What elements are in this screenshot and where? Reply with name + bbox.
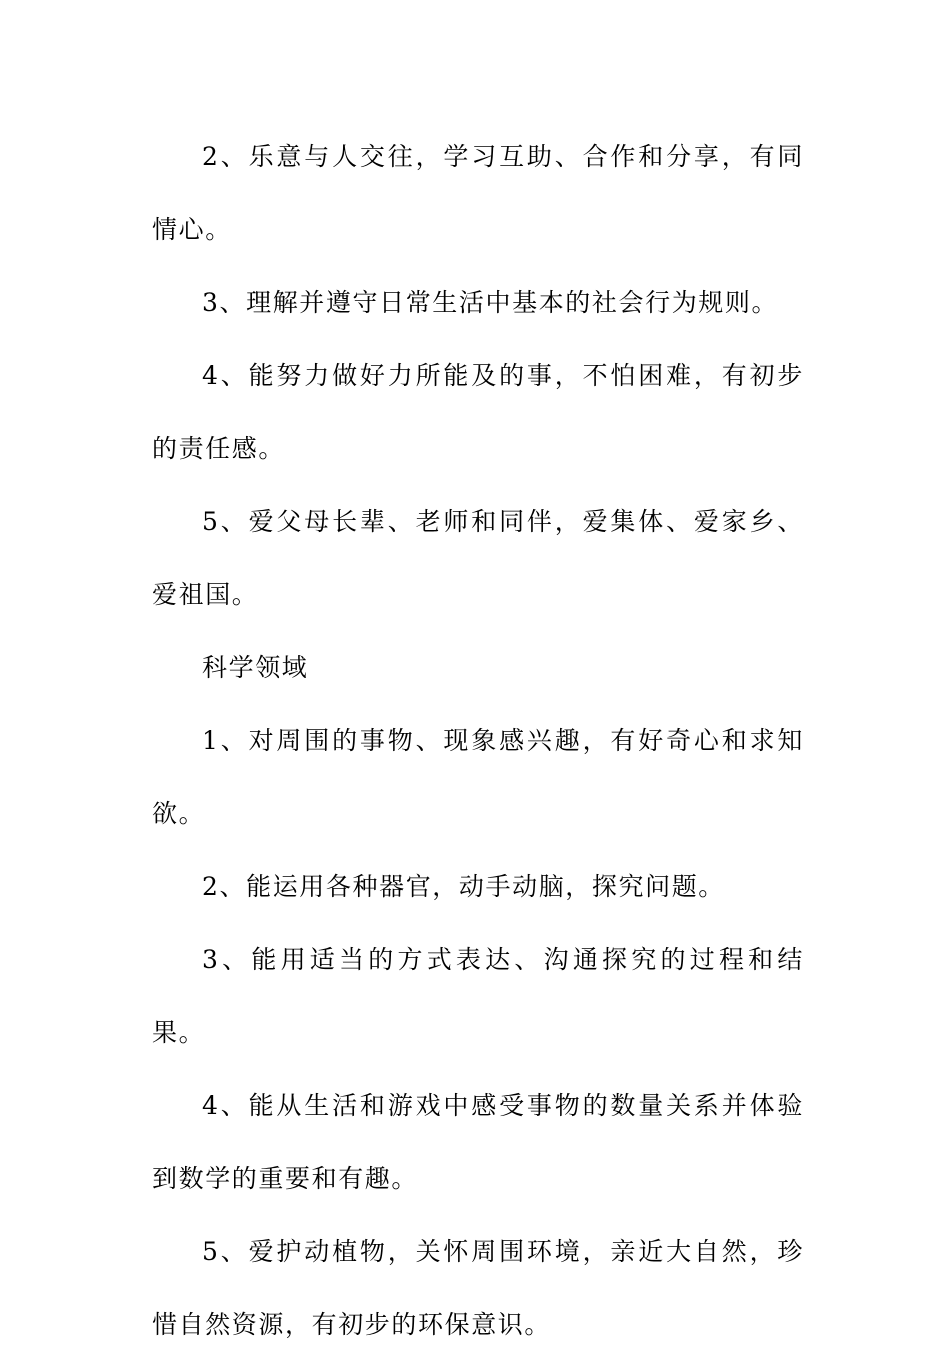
paragraph-science-4: 4、能从生活和游戏中感受事物的数量关系并体验到数学的重要和有趣。: [152, 1091, 804, 1193]
paragraph-social-2: 2、乐意与人交往，学习互助、合作和分享，有同情心。: [152, 142, 804, 244]
document-body: [152, 120, 804, 1361]
paragraph-social-4: 4、能努力做好力所能及的事，不怕困难，有初步的责任感。: [152, 361, 804, 463]
section-heading-science: 科学领域: [202, 653, 309, 682]
paragraph-science-5: 5、爱护动植物，关怀周围环境，亲近大自然，珍惜自然资源，有初步的环保意识。: [152, 1237, 804, 1339]
paragraph-science-2: 2、能运用各种器官，动手动脑，探究问题。: [202, 872, 725, 901]
paragraph-social-3: 3、理解并遵守日常生活中基本的社会行为规则。: [202, 288, 779, 317]
paragraph-science-3: 3、能用适当的方式表达、沟通探究的过程和结果。: [152, 945, 804, 1047]
paragraph-social-5: 5、爱父母长辈、老师和同伴，爱集体、爱家乡、爱祖国。: [152, 507, 804, 609]
paragraph-science-1: 1、对周围的事物、现象感兴趣，有好奇心和求知欲。: [152, 726, 804, 828]
